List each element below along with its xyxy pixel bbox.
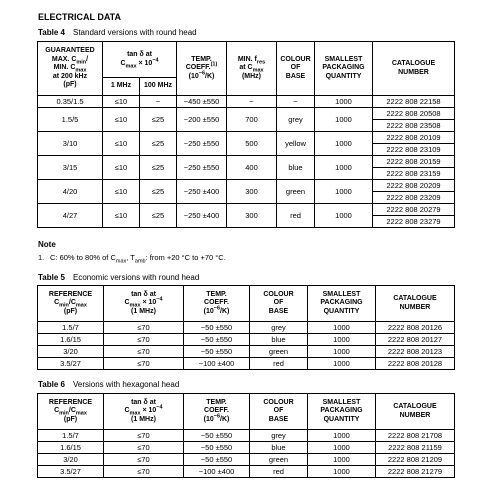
cell-tan: ≤70 bbox=[104, 466, 184, 478]
cell-temp-coeff: −100 ±400 bbox=[184, 466, 250, 478]
cell-colour: − bbox=[277, 96, 315, 108]
table6-header-packaging: SMALLEST PACKAGING QUANTITY bbox=[308, 394, 376, 430]
cell-tan-1mhz: ≤10 bbox=[103, 180, 140, 204]
cell-fres: 400 bbox=[227, 156, 277, 180]
table4-header-guaranteed: GUARANTEED MAX. $C_{min}/$ MIN. $C_{max}$ at 200 kHz (pF) bbox=[38, 42, 103, 96]
cell-tan-1mhz: ≤10 bbox=[103, 132, 140, 156]
cell-tan: ≤70 bbox=[104, 430, 184, 442]
cell-catalogue: 2222 808 23508 bbox=[373, 120, 455, 132]
cell-reference: 1.6/15 bbox=[38, 442, 104, 454]
cell-temp-coeff: −50 ±550 bbox=[184, 346, 250, 358]
cell-catalogue: 2222 808 21209 bbox=[376, 454, 455, 466]
table6 bbox=[37, 393, 455, 478]
cell-catalogue: 2222 808 23159 bbox=[373, 168, 455, 180]
cell-quantity: 1000 bbox=[308, 454, 376, 466]
table6-caption-label: Table 6 bbox=[38, 380, 65, 389]
page-title: ELECTRICAL DATA bbox=[38, 12, 121, 22]
cell-quantity: 1000 bbox=[315, 180, 373, 204]
cell-colour: blue bbox=[250, 442, 308, 454]
cell-reference: 3.5/27 bbox=[38, 466, 104, 478]
cell-temp-coeff: −50 ±550 bbox=[184, 322, 250, 334]
cell-tan: ≤70 bbox=[104, 346, 184, 358]
cell-tan: ≤70 bbox=[104, 454, 184, 466]
cell-catalogue: 2222 808 20159 bbox=[373, 156, 455, 168]
table5-header-colour: COLOUR OF BASE bbox=[250, 286, 308, 322]
cell-reference: 3/20 bbox=[38, 454, 104, 466]
table5-header-reference: REFERENCE $C_{min}/C_{max}$ (pF) bbox=[38, 286, 104, 322]
cell-quantity: 1000 bbox=[308, 346, 376, 358]
table4-caption-text: Standard versions with round head bbox=[72, 28, 197, 37]
table-row bbox=[38, 204, 455, 216]
cell-catalogue: 2222 808 20123 bbox=[376, 346, 455, 358]
table4-header-100mhz: 100 MHz bbox=[140, 78, 177, 96]
cell-tan-100mhz: ≤25 bbox=[140, 204, 177, 228]
cell-quantity: 1000 bbox=[315, 108, 373, 132]
table5-caption-label: Table 5 bbox=[38, 273, 65, 282]
table4-caption-label: Table 4 bbox=[38, 28, 65, 37]
table4-header-catalogue: CATALOGUE NUMBER bbox=[373, 42, 455, 96]
cell-quantity: 1000 bbox=[315, 156, 373, 180]
cell-quantity: 1000 bbox=[315, 204, 373, 228]
table-row bbox=[38, 334, 455, 346]
cell-colour: red bbox=[250, 358, 308, 370]
cell-tan-100mhz: − bbox=[140, 96, 177, 108]
cell-capacitance: 0.35/1.5 bbox=[38, 96, 103, 108]
table6-header-tan: tan δ at $C_{max} \times 10^{-4}$ (1 MHz) bbox=[104, 394, 184, 430]
cell-capacitance: 4/20 bbox=[38, 180, 103, 204]
cell-quantity: 1000 bbox=[308, 334, 376, 346]
table-row bbox=[38, 466, 455, 478]
cell-colour: blue bbox=[250, 334, 308, 346]
cell-reference: 1.5/7 bbox=[38, 322, 104, 334]
table4-header-temp: TEMP. COEFF.$^{(1)}$ $(10^{-6}/K)$ bbox=[177, 42, 227, 96]
table5-header-packaging: SMALLEST PACKAGING QUANTITY bbox=[308, 286, 376, 322]
cell-tan-100mhz: ≤25 bbox=[140, 132, 177, 156]
cell-fres: 700 bbox=[227, 108, 277, 132]
cell-tan: ≤70 bbox=[104, 334, 184, 346]
table-row bbox=[38, 454, 455, 466]
cell-catalogue: 2222 808 20209 bbox=[373, 180, 455, 192]
cell-tan-1mhz: ≤10 bbox=[103, 204, 140, 228]
cell-temp-coeff: −200 ±550 bbox=[177, 108, 227, 132]
cell-quantity: 1000 bbox=[315, 96, 373, 108]
table-row bbox=[38, 156, 455, 168]
cell-catalogue: 2222 808 23109 bbox=[373, 144, 455, 156]
cell-colour: grey bbox=[250, 430, 308, 442]
cell-quantity: 1000 bbox=[308, 442, 376, 454]
cell-catalogue: 2222 808 23279 bbox=[373, 216, 455, 228]
cell-catalogue: 2222 808 20508 bbox=[373, 108, 455, 120]
note-title: Note bbox=[38, 240, 56, 249]
cell-colour: grey bbox=[250, 322, 308, 334]
table-row bbox=[38, 430, 455, 442]
cell-catalogue: 2222 808 20128 bbox=[376, 358, 455, 370]
cell-temp-coeff: −450 ±550 bbox=[177, 96, 227, 108]
cell-temp-coeff: −50 ±550 bbox=[184, 430, 250, 442]
cell-temp-coeff: −50 ±550 bbox=[184, 454, 250, 466]
table-row bbox=[38, 322, 455, 334]
cell-catalogue: 2222 808 20279 bbox=[373, 204, 455, 216]
cell-reference: 3.5/27 bbox=[38, 358, 104, 370]
cell-colour: blue bbox=[277, 156, 315, 180]
cell-tan-100mhz: ≤25 bbox=[140, 156, 177, 180]
cell-tan-100mhz: ≤25 bbox=[140, 180, 177, 204]
cell-tan-100mhz: ≤25 bbox=[140, 108, 177, 132]
table4-header-1mhz: 1 MHz bbox=[103, 78, 140, 96]
table4-caption bbox=[38, 28, 197, 37]
table6-header-temp: TEMP. COEFF. $(10^{-6}/K)$ bbox=[184, 394, 250, 430]
table-row bbox=[38, 132, 455, 144]
table5-caption-text: Economic versions with round head bbox=[72, 273, 200, 282]
cell-reference: 1.5/7 bbox=[38, 430, 104, 442]
table5-caption bbox=[38, 273, 199, 282]
cell-capacitance: 3/10 bbox=[38, 132, 103, 156]
table-row bbox=[38, 346, 455, 358]
cell-temp-coeff: −250 ±550 bbox=[177, 132, 227, 156]
cell-capacitance: 1.5/5 bbox=[38, 108, 103, 132]
cell-tan: ≤70 bbox=[104, 358, 184, 370]
cell-catalogue: 2222 808 23209 bbox=[373, 192, 455, 204]
note-text: 1. C: 60% to 80% of $C_{max}$, $T_{amb}$: from +20 °C to +70 °C. bbox=[38, 253, 226, 265]
cell-capacitance: 4/27 bbox=[38, 204, 103, 228]
cell-reference: 3/20 bbox=[38, 346, 104, 358]
cell-catalogue: 2222 808 21159 bbox=[376, 442, 455, 454]
cell-fres: 300 bbox=[227, 180, 277, 204]
cell-temp-coeff: −100 ±400 bbox=[184, 358, 250, 370]
table6-header-reference: REFERENCE $C_{min}/C_{max}$ (pF) bbox=[38, 394, 104, 430]
table-row bbox=[38, 180, 455, 192]
cell-temp-coeff: −250 ±550 bbox=[177, 156, 227, 180]
cell-fres: − bbox=[227, 96, 277, 108]
cell-catalogue: 2222 808 20126 bbox=[376, 322, 455, 334]
table-row bbox=[38, 96, 455, 108]
cell-quantity: 1000 bbox=[308, 430, 376, 442]
table5-header-temp: TEMP. COEFF. $(10^{-6}/K)$ bbox=[184, 286, 250, 322]
cell-capacitance: 3/15 bbox=[38, 156, 103, 180]
table5 bbox=[37, 285, 455, 370]
cell-catalogue: 2222 808 20127 bbox=[376, 334, 455, 346]
table6-header-colour: COLOUR OF BASE bbox=[250, 394, 308, 430]
cell-colour: green bbox=[277, 180, 315, 204]
table4-header-packaging: SMALLEST PACKAGING QUANTITY bbox=[315, 42, 373, 96]
table4 bbox=[37, 41, 455, 228]
cell-temp-coeff: −250 ±400 bbox=[177, 204, 227, 228]
table4-header-fres: MIN. $f_{res}$ at $C_{max}$ (MHz) bbox=[227, 42, 277, 96]
cell-fres: 300 bbox=[227, 204, 277, 228]
cell-catalogue: 2222 808 20109 bbox=[373, 132, 455, 144]
cell-temp-coeff: −250 ±400 bbox=[177, 180, 227, 204]
cell-colour: grey bbox=[277, 108, 315, 132]
cell-catalogue: 2222 808 22158 bbox=[373, 96, 455, 108]
cell-tan: ≤70 bbox=[104, 322, 184, 334]
cell-reference: 1.6/15 bbox=[38, 334, 104, 346]
table6-caption bbox=[38, 380, 179, 389]
table5-header-catalogue: CATALOGUE NUMBER bbox=[376, 286, 455, 322]
cell-fres: 500 bbox=[227, 132, 277, 156]
cell-colour: green bbox=[250, 454, 308, 466]
table-row bbox=[38, 358, 455, 370]
cell-tan-1mhz: ≤10 bbox=[103, 108, 140, 132]
cell-catalogue: 2222 808 21708 bbox=[376, 430, 455, 442]
table4-header-colour: COLOUR OF BASE bbox=[277, 42, 315, 96]
table-row bbox=[38, 442, 455, 454]
cell-colour: red bbox=[277, 204, 315, 228]
cell-tan-1mhz: ≤10 bbox=[103, 96, 140, 108]
cell-colour: green bbox=[250, 346, 308, 358]
cell-quantity: 1000 bbox=[308, 322, 376, 334]
table6-header-catalogue: CATALOGUE NUMBER bbox=[376, 394, 455, 430]
cell-tan: ≤70 bbox=[104, 442, 184, 454]
table4-header-tan: tan δ at $C_{max} \times 10^{-4}$ bbox=[103, 42, 177, 78]
cell-quantity: 1000 bbox=[308, 358, 376, 370]
cell-quantity: 1000 bbox=[315, 132, 373, 156]
cell-colour: yellow bbox=[277, 132, 315, 156]
table6-caption-text: Versions with hexagonal head bbox=[72, 380, 180, 389]
table-row bbox=[38, 108, 455, 120]
cell-temp-coeff: −50 ±550 bbox=[184, 442, 250, 454]
cell-temp-coeff: −50 ±550 bbox=[184, 334, 250, 346]
cell-quantity: 1000 bbox=[308, 466, 376, 478]
cell-tan-1mhz: ≤10 bbox=[103, 156, 140, 180]
cell-colour: red bbox=[250, 466, 308, 478]
cell-catalogue: 2222 808 21279 bbox=[376, 466, 455, 478]
table5-header-tan: tan δ at $C_{max} \times 10^{-4}$ (1 MHz) bbox=[104, 286, 184, 322]
